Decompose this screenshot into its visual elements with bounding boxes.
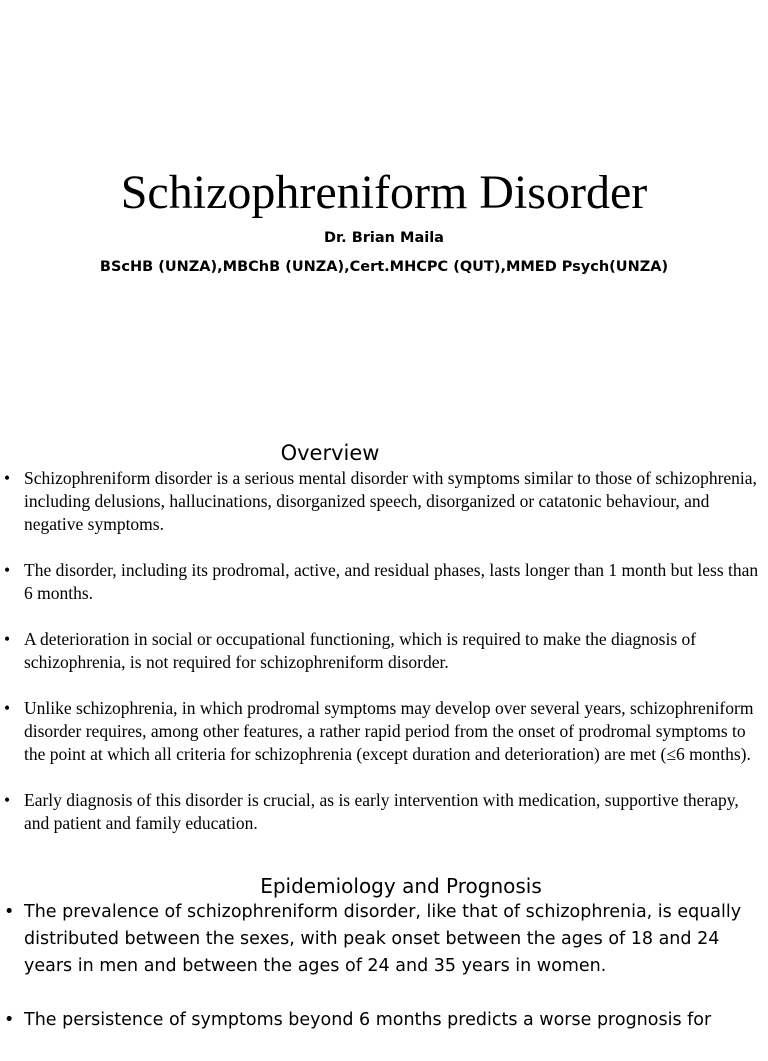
author-name: Dr. Brian Maila bbox=[324, 230, 444, 246]
bullet-icon: • bbox=[4, 698, 11, 718]
bullet-text: Unlike schizophrenia, in which prodromal symptoms may develop over several years, schizophreniform disorder requires, among other features, a rather rapid period from the onset of prodromal symptoms to the point at which all criteria for schizophrenia (except duration and deterioration) are met (≤6 months). bbox=[24, 698, 754, 764]
bullet-text: The persistence of symptoms beyond 6 months predicts a worse prognosis for bbox=[24, 1010, 712, 1030]
bullet-text: The prevalence of schizophreniform disorder, like that of schizophrenia, is equally distributed between the sexes, with peak onset between the ages of 18 and 24 years in men and between the ages of 24 and 35 years in women. bbox=[24, 902, 742, 976]
epidemiology-heading: Epidemiology and Prognosis bbox=[260, 874, 542, 898]
bullet-text: The disorder, including its prodromal, active, and residual phases, lasts longer than 1 month but less than 6 months. bbox=[24, 560, 759, 603]
list-item bbox=[0, 559, 760, 605]
bullet-icon: • bbox=[4, 560, 11, 580]
bullet-text: Early diagnosis of this disorder is crucial, as is early intervention with medication, supportive therapy, and patient and family education. bbox=[24, 790, 739, 833]
list-item bbox=[0, 899, 766, 980]
bullet-icon: • bbox=[4, 902, 15, 922]
bullet-icon: • bbox=[4, 629, 11, 649]
bullet-icon: • bbox=[4, 468, 11, 488]
overview-bullet-list bbox=[0, 467, 760, 835]
bullet-text: Schizophreniform disorder is a serious mental disorder with symptoms similar to those of schizophrenia, including delusions, hallucinations, disorganized speech, disorganized or catatonic behaviour, and negative symptoms. bbox=[24, 468, 757, 534]
bullet-text: A deterioration in social or occupational functioning, which is required to make the diagnosis of schizophrenia, is not required for schizophreniform disorder. bbox=[24, 629, 697, 672]
list-item bbox=[0, 628, 760, 674]
bullet-icon: • bbox=[4, 790, 11, 810]
epidemiology-bullet-list bbox=[0, 899, 766, 1061]
list-item bbox=[0, 697, 760, 766]
list-item bbox=[0, 1007, 766, 1034]
list-item bbox=[0, 789, 760, 835]
author-credentials: BScHB (UNZA),MBChB (UNZA),Cert.MHCPC (QUT),MMED Psych(UNZA) bbox=[99, 259, 669, 275]
overview-heading: Overview bbox=[280, 441, 380, 465]
bullet-icon: • bbox=[4, 1010, 15, 1030]
slide-title: Schizophreniform Disorder bbox=[120, 166, 648, 219]
list-item bbox=[0, 467, 760, 536]
